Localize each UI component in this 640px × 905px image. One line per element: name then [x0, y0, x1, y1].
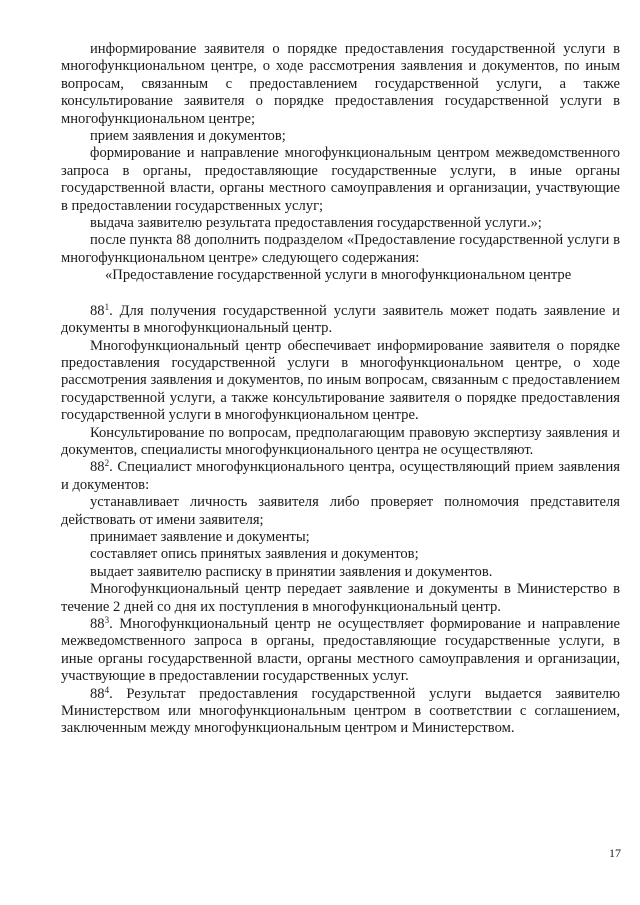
section-number: 88 [90, 302, 105, 319]
section-superscript: 3 [104, 615, 110, 625]
section-superscript: 2 [104, 458, 110, 469]
section-88-1 [61, 303, 620, 338]
paragraph-transfer: Многофункциональный центр передает заявление и документы в Министерство в течение 2 дней со дня их поступления в многофункциональный центр. [61, 581, 620, 615]
section-number: 88 [90, 459, 105, 476]
section-number: 88 [90, 616, 105, 632]
section-88-3 [61, 616, 620, 686]
paragraph-result-issuance: выдача заявителю результата предоставления государственной услуги.»; [90, 215, 542, 232]
paragraph-informing: информирование заявителя о порядке предоставления государственной услуги в многофункциональном центре, о ходе рассмотрения заявления и документов, по иным вопросам, связанным с предоставлением государственной услуги, а также консультирование заявителя о порядке предоставления государственной услуги в многофункциональном центре; [61, 41, 620, 127]
paragraph-amendment: после пункта 88 дополнить подразделом «Предоставление государственной услуги в многофункциональном центре» следующего содержания: [61, 232, 620, 266]
section-number: 88 [90, 685, 105, 702]
spacer [61, 285, 620, 303]
section-superscript: 4 [104, 684, 110, 695]
section-88-4 [61, 686, 620, 738]
section-superscript: 1 [104, 301, 110, 312]
section-88-2 [61, 459, 620, 494]
page-number: 17 [609, 846, 621, 860]
paragraph-reception: прием заявления и документов; [90, 128, 286, 145]
section-text: . Специалист многофункционального центра, осуществляющий прием заявления и документов: [61, 459, 620, 493]
paragraph-legal-expertise: Консультирование по вопросам, предполагающим правовую экспертизу заявления и документов, специалисты многофункционального центра не осуществляют. [61, 424, 620, 458]
list-item-inventory: составляет опись принятых заявления и документов; [90, 546, 419, 563]
subsection-heading: «Предоставление государственной услуги в многофункциональном центре [105, 267, 572, 284]
list-item-identity: устанавливает личность заявителя либо проверяет полномочия представителя действовать от имени заявителя; [61, 494, 620, 528]
section-text: . Для получения государственной услуги заявитель может подать заявление и документы в многофункциональный центр. [61, 302, 620, 337]
section-text: . Многофункциональный центр не осуществляет формирование и направление межведомственного запроса в органы, предоставляющие государственные услуги, в иные органы государственной власти, органы местного самоуправления и организации, участвующие в предоставлении государственных услуг. [61, 616, 620, 685]
paragraph-mfc-informs: Многофункциональный центр обеспечивает информирование заявителя о порядке предоставления государственной услуги в многофункциональном центре, о ходе рассмотрения заявления и документов, по иным вопросам, связанным с предоставлением государственной услуги, а также консультирование заявителя о порядке предоставления государственной услуги в многофункциональном центре. [61, 337, 620, 424]
paragraph-interagency-request: формирование и направление многофункциональным центром межведомственного запроса в органы, предоставляющие государственные услуги, в иные органы государственной власти, органы местного самоуправления и организации, участвующие в предоставлении государственных услуг; [61, 145, 620, 214]
section-text: . Результат предоставления государственной услуги выдается заявителю Министерством или многофункциональным центром в соответствии с соглашением, заключенным между многофункциональным центром и Министерством. [61, 685, 620, 737]
list-item-receipt: выдает заявителю расписку в принятии заявления и документов. [90, 563, 493, 580]
list-item-accepts: принимает заявление и документы; [90, 528, 310, 545]
